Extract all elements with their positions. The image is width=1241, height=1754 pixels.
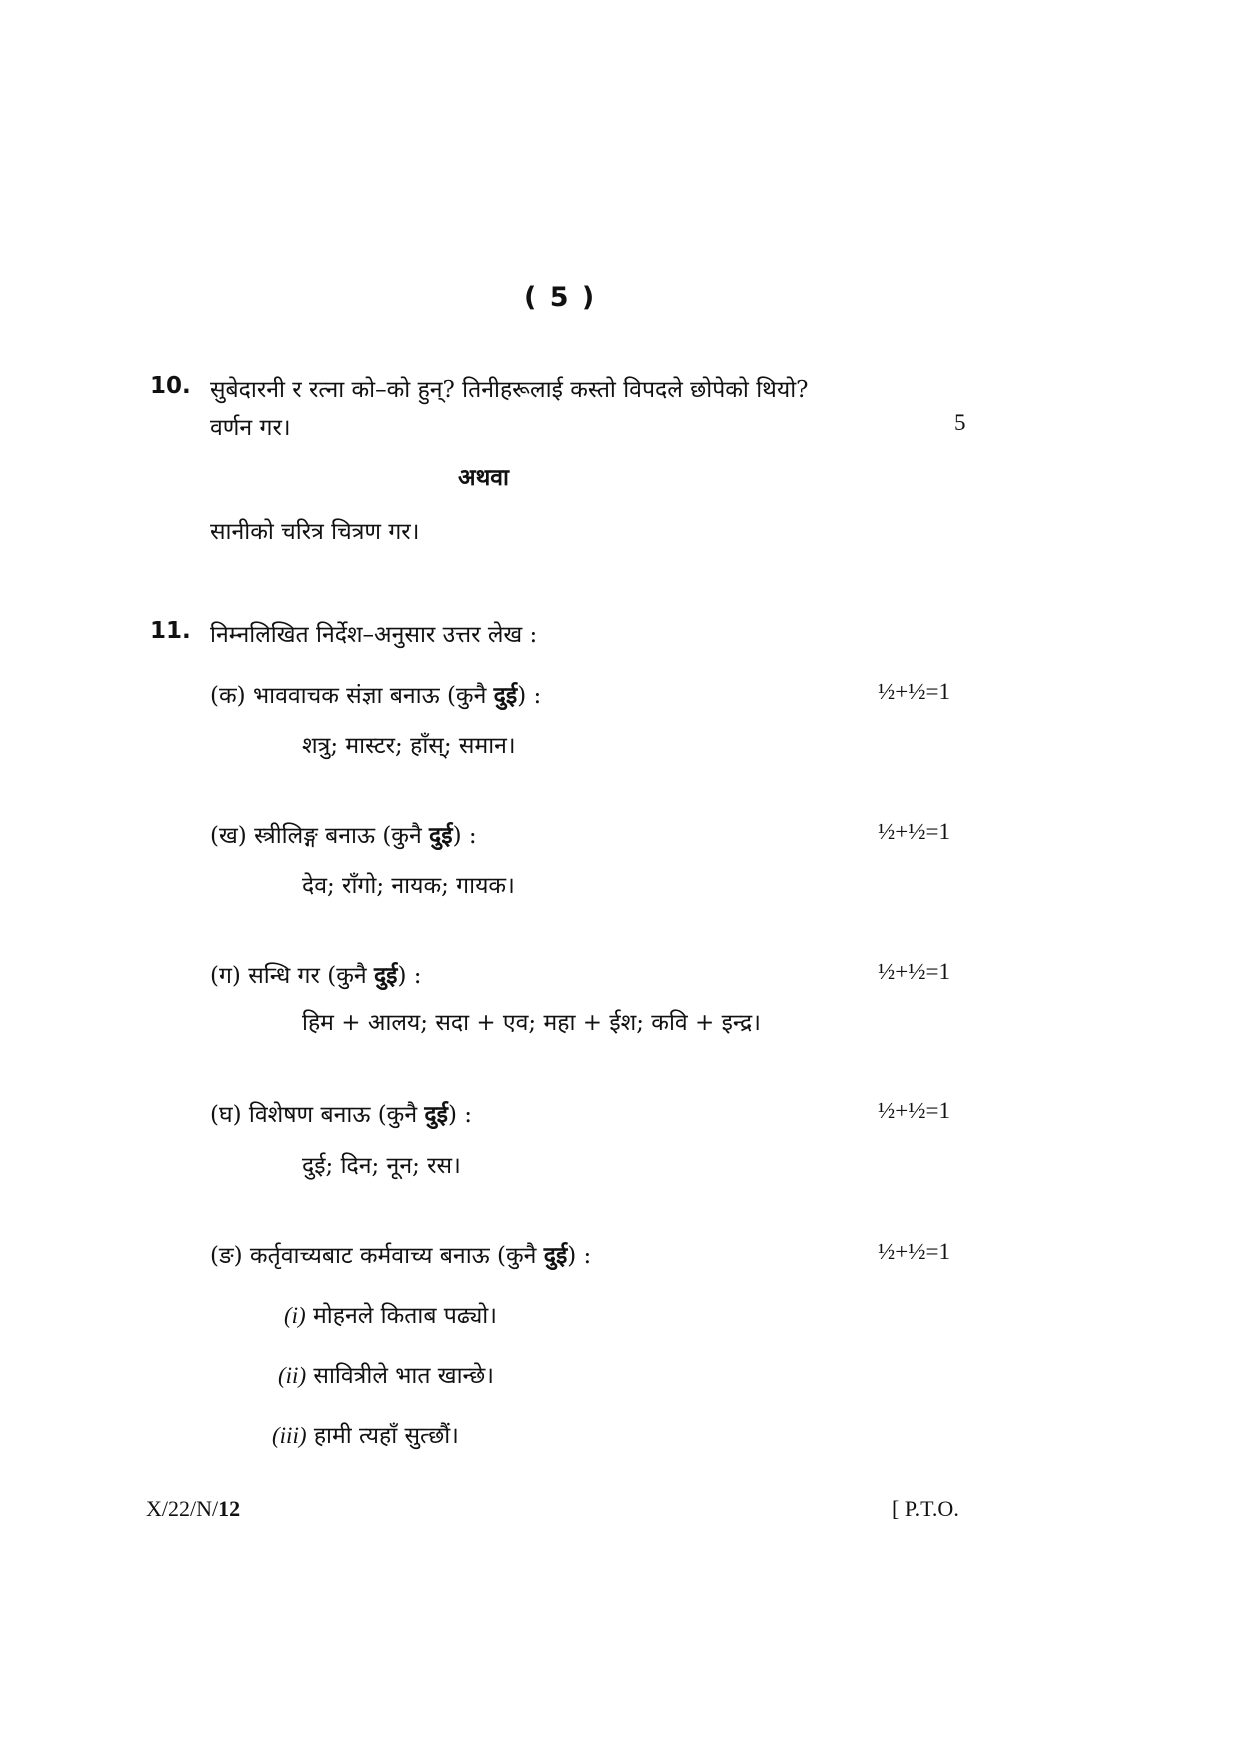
question-10-marks: 5 (954, 410, 966, 435)
part-text: भाववाचक संज्ञा बनाऊ (कुनै (252, 683, 487, 709)
part-nga-prompt (210, 1238, 591, 1270)
sentence-text: सावित्रीले भात खान्छे। (313, 1363, 494, 1389)
part-label: (ङ) (210, 1243, 243, 1269)
question-11-instruction: निम्नलिखित निर्देश–अनुसार उत्तर लेख : (210, 622, 538, 648)
sentence-text: हामी त्यहाँ सुत्छौं। (313, 1423, 459, 1449)
part-label: (क) (210, 683, 246, 709)
question-10-line1: सुबेदारनी र रत्ना को–को हुन्? तिनीहरूलाई कस्तो विपदले छोपेको थियो? (210, 377, 809, 403)
paper-code-prefix: X/22/N/ (146, 1496, 219, 1521)
or-label: अथवा (458, 464, 510, 491)
part-kha-prompt (210, 818, 477, 850)
paper-code-number: 12 (218, 1496, 241, 1521)
part-kha-words: देव; राँगो; नायक; गायक। (302, 873, 515, 899)
sentence-ii (278, 1358, 494, 1390)
page-number: ( 5 ) (524, 282, 597, 313)
part-gha-prompt (210, 1097, 472, 1129)
part-label: (ख) (210, 823, 247, 849)
sentence-iii (272, 1418, 459, 1450)
sentence-number: (iii) (272, 1423, 307, 1448)
part-tail: ) : (452, 823, 477, 849)
part-label: (ग) (210, 963, 241, 989)
part-kha-marks: ½+½=1 (878, 819, 950, 844)
sentence-number: (ii) (278, 1363, 307, 1388)
paper-code (146, 1496, 240, 1522)
part-tail: ) : (567, 1243, 592, 1269)
part-ga-words: हिम + आलय; सदा + एव; महा + ईश; कवि + इन्द्र। (302, 1010, 761, 1036)
part-ka-marks: ½+½=1 (878, 679, 950, 704)
part-tail: ) : (447, 1102, 472, 1128)
part-gha-marks: ½+½=1 (878, 1098, 950, 1123)
sentence-text: मोहनले किताब पढ्यो। (313, 1303, 497, 1329)
pto-label: [ P.T.O. (892, 1496, 959, 1521)
part-emphasis: दुई (493, 682, 518, 709)
part-ga-marks: ½+½=1 (878, 959, 950, 984)
sentence-i (284, 1298, 497, 1330)
question-11-number: 11. (150, 618, 191, 644)
part-ga-prompt (210, 958, 422, 990)
part-text: कर्तृवाच्यबाट कर्मवाच्य बनाऊ (कुनै (249, 1243, 537, 1269)
part-ka-prompt (210, 678, 541, 710)
part-tail: ) : (397, 963, 422, 989)
part-ka-words: शत्रु; मास्टर; हाँस्; समान। (302, 733, 516, 759)
part-text: सन्धि गर (कुनै (248, 963, 367, 989)
part-emphasis: दुई (543, 1242, 568, 1269)
part-emphasis: दुई (429, 822, 453, 849)
question-10-number: 10. (150, 373, 191, 399)
part-gha-words: दुई; दिन; नून; रस। (302, 1153, 461, 1179)
part-emphasis: दुई (373, 962, 398, 989)
part-label: (घ) (210, 1102, 242, 1128)
question-10-alternative: सानीको चरित्र चित्रण गर। (210, 519, 420, 545)
part-text: विशेषण बनाऊ (कुनै (248, 1102, 418, 1128)
part-nga-marks: ½+½=1 (878, 1239, 950, 1264)
part-tail: ) : (517, 683, 542, 709)
part-text: स्त्रीलिङ्ग बनाऊ (कुनै (254, 823, 422, 849)
question-10-line2: वर्णन गर। (210, 415, 291, 441)
sentence-number: (i) (284, 1303, 306, 1328)
part-emphasis: दुई (424, 1101, 448, 1128)
